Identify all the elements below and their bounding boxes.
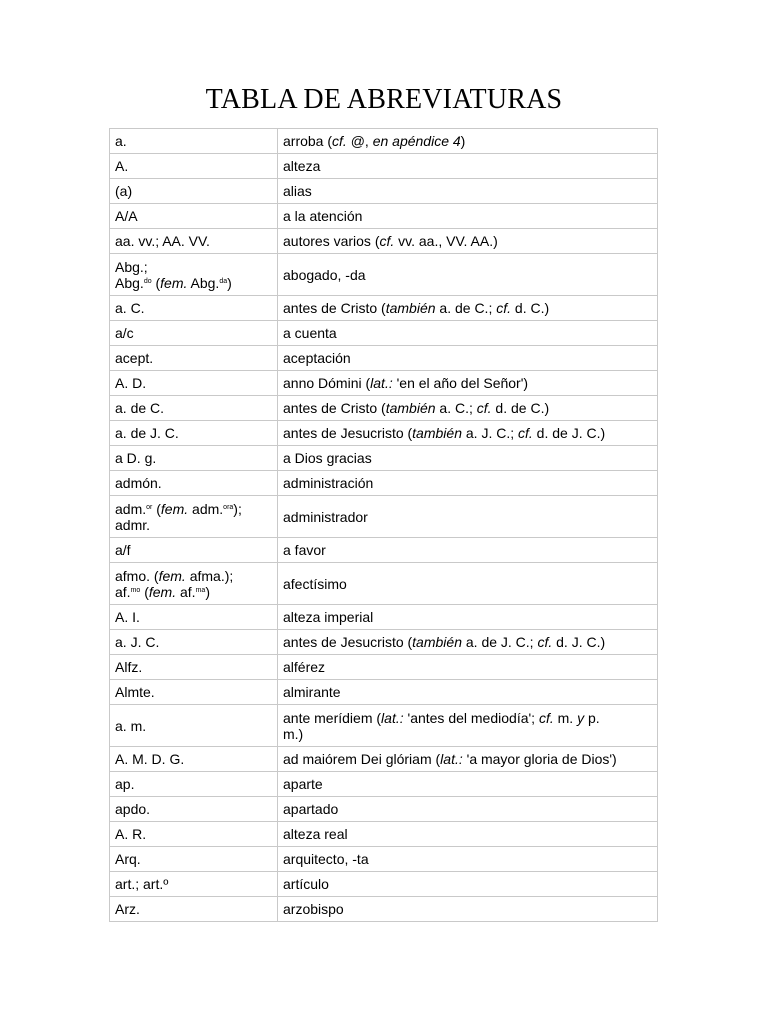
italic-text: también (412, 425, 462, 441)
table-row (110, 254, 658, 296)
italic-text: cf. (518, 425, 533, 441)
abbreviation-cell: admón. (110, 471, 278, 496)
italic-text: cf. (379, 233, 395, 249)
italic-text: fem. (148, 583, 177, 600)
table-row (110, 538, 658, 563)
abbreviation-cell: A. I. (110, 605, 278, 630)
abbreviation-cell: Alfz. (110, 655, 278, 680)
abbreviation-cell: a/f (110, 538, 278, 563)
table-row (110, 204, 658, 229)
meaning-cell: ante merídiem (lat.: 'antes del mediodía'; cf. m. y p. m.) (278, 705, 658, 747)
abbreviation-cell: ap. (110, 772, 278, 797)
table-row (110, 396, 658, 421)
abbreviation-cell: apdo. (110, 797, 278, 822)
table-row (110, 421, 658, 446)
meaning-cell: a la atención (278, 204, 658, 229)
abbreviation-cell: (a) (110, 179, 278, 204)
italic-text: y (577, 709, 585, 726)
meaning-cell: arquitecto, -ta (278, 847, 658, 872)
abbreviation-cell: A. (110, 154, 278, 179)
meaning-cell: alias (278, 179, 658, 204)
meaning-cell: antes de Cristo (también a. de C.; cf. d. C.) (278, 296, 658, 321)
italic-text: fem. (160, 500, 189, 517)
meaning-cell: arzobispo (278, 897, 658, 922)
italic-text: cf. (496, 300, 512, 316)
abbreviation-cell: a/c (110, 321, 278, 346)
table-row (110, 296, 658, 321)
meaning-cell: antes de Jesucristo (también a. de J. C.; cf. d. J. C.) (278, 630, 658, 655)
table-row (110, 605, 658, 630)
italic-text: también (385, 300, 436, 316)
abbreviation-cell: Arz. (110, 897, 278, 922)
table-row (110, 897, 658, 922)
abbreviation-cell: a. J. C. (110, 630, 278, 655)
meaning-cell: antes de Jesucristo (también a. J. C.; cf. d. de J. C.) (278, 421, 658, 446)
table-row (110, 229, 658, 254)
abbreviation-cell: A. D. (110, 371, 278, 396)
abbreviation-cell: acept. (110, 346, 278, 371)
abbreviation-cell: Almte. (110, 680, 278, 705)
meaning-cell: aceptación (278, 346, 658, 371)
abbreviation-cell: a. (110, 129, 278, 154)
meaning-cell: alteza imperial (278, 605, 658, 630)
meaning-cell: alteza (278, 154, 658, 179)
table-row (110, 346, 658, 371)
abbreviation-cell: A/A (110, 204, 278, 229)
abbreviation-cell: adm.$^{or}$ (fem. adm.$^{ora}$); admr. (110, 496, 278, 538)
table-row (110, 680, 658, 705)
abbreviation-table (109, 128, 658, 922)
italic-text: también (385, 400, 436, 416)
meaning-cell: a favor (278, 538, 658, 563)
abbreviation-cell: a. de C. (110, 396, 278, 421)
meaning-cell: abogado, -da (278, 254, 658, 296)
italic-text: cf. (476, 400, 492, 416)
meaning-cell: afectísimo (278, 563, 658, 605)
table-row (110, 847, 658, 872)
abbreviation-cell: Abg.; Abg.$^{do}$ (fem. Abg.$^{da}$) (110, 254, 278, 296)
table-row (110, 446, 658, 471)
abbreviation-cell: art.; art.º (110, 872, 278, 897)
table-row (110, 563, 658, 605)
abbreviation-cell: A. R. (110, 822, 278, 847)
table-row (110, 822, 658, 847)
table-row (110, 797, 658, 822)
abbreviation-table-body (110, 129, 658, 922)
meaning-cell: alteza real (278, 822, 658, 847)
table-row (110, 772, 658, 797)
table-row (110, 471, 658, 496)
italic-text: fem. (158, 567, 186, 584)
superscript: ora (223, 503, 234, 511)
meaning-cell: artículo (278, 872, 658, 897)
italic-text: lat.: (381, 709, 404, 726)
table-row (110, 321, 658, 346)
italic-text: lat.: (440, 751, 463, 767)
meaning-cell: anno Dómini (lat.: 'en el año del Señor') (278, 371, 658, 396)
table-row (110, 747, 658, 772)
meaning-cell: arroba (cf. @, en apéndice 4) (278, 129, 658, 154)
meaning-cell: apartado (278, 797, 658, 822)
superscript: da (219, 277, 228, 285)
meaning-cell: a Dios gracias (278, 446, 658, 471)
superscript: mo (130, 586, 141, 594)
table-row (110, 655, 658, 680)
abbreviation-cell: Arq. (110, 847, 278, 872)
abbreviation-cell: a. C. (110, 296, 278, 321)
meaning-cell: alférez (278, 655, 658, 680)
meaning-cell: a cuenta (278, 321, 658, 346)
abbreviation-cell: a. de J. C. (110, 421, 278, 446)
page-title: TABLA DE ABREVIATURAS (205, 84, 563, 115)
italic-text: también (412, 634, 462, 650)
italic-text: lat.: (370, 375, 393, 391)
meaning-cell: aparte (278, 772, 658, 797)
abbreviation-cell: a. m. (110, 705, 278, 747)
abbreviation-cell: A. M. D. G. (110, 747, 278, 772)
table-row (110, 872, 658, 897)
superscript: or (146, 503, 153, 511)
italic-text: cf. (537, 634, 553, 650)
italic-text: en apéndice 4 (372, 133, 461, 149)
table-row (110, 129, 658, 154)
abbreviation-cell: afmo. (fem. afma.); af.$^{mo}$ (fem. af.$^{ma}$) (110, 563, 278, 605)
italic-text: fem. (160, 274, 188, 291)
meaning-cell: antes de Cristo (también a. C.; cf. d. de C.) (278, 396, 658, 421)
meaning-cell: almirante (278, 680, 658, 705)
table-row (110, 630, 658, 655)
meaning-cell: administración (278, 471, 658, 496)
table-row (110, 154, 658, 179)
italic-text: cf. (538, 709, 554, 726)
table-row (110, 705, 658, 747)
abbreviation-cell: a D. g. (110, 446, 278, 471)
meaning-cell: ad maiórem Dei glóriam (lat.: 'a mayor gloria de Dios') (278, 747, 658, 772)
italic-text: cf. (332, 133, 347, 149)
table-row (110, 496, 658, 538)
superscript: ma (195, 586, 206, 594)
meaning-cell: administrador (278, 496, 658, 538)
abbreviation-cell: aa. vv.; AA. VV. (110, 229, 278, 254)
meaning-cell: autores varios (cf. vv. aa., VV. AA.) (278, 229, 658, 254)
superscript: do (143, 277, 152, 285)
table-row (110, 179, 658, 204)
table-row (110, 371, 658, 396)
